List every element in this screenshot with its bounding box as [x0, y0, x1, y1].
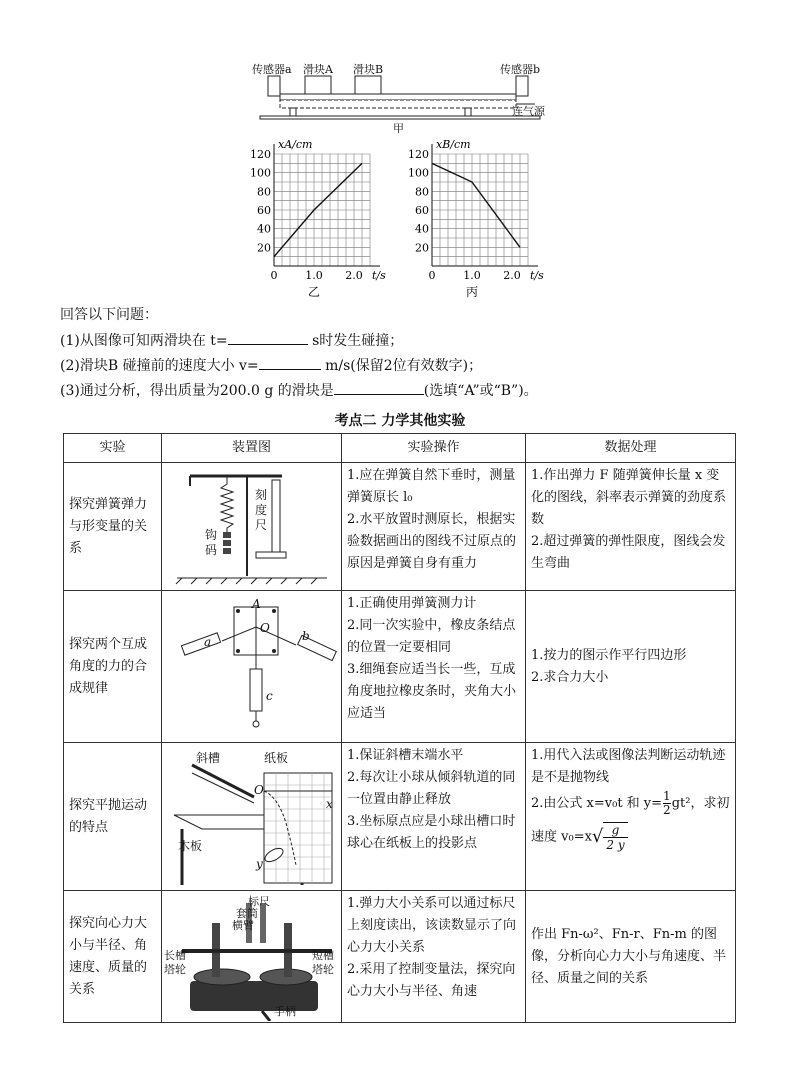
questions-intro: 回答以下问题：	[60, 307, 158, 323]
apparatus-image	[162, 463, 342, 591]
sqrt-icon: √	[591, 826, 604, 847]
y-axis-label: xB/cm	[436, 138, 471, 151]
operation-item: 3.坐标原点应是小球出槽口时球心在纸板上的投影点	[347, 814, 516, 851]
y-tick-label: 20	[257, 241, 271, 255]
sqrt-denominator: 2 y	[606, 838, 625, 852]
force-composition-drawing	[162, 593, 342, 741]
operation-item: 2.每次让小球从倾斜轨道的同一位置由静止释放	[347, 770, 516, 807]
q1-text-pre: (1)从图像可知两滑块在 t=	[60, 333, 228, 349]
operation-cell	[342, 463, 526, 591]
q3-text-pre: (3)通过分析，得出质量为200.0 g 的滑块是	[60, 383, 334, 399]
x-tick-label: 0	[428, 269, 436, 282]
operation-item: 1.应在弹簧自然下垂时，测量弹簧原长 l₀	[347, 468, 516, 505]
sensor-b-label: 传感器b	[500, 63, 541, 76]
position-time-charts	[250, 138, 560, 298]
ruler-label: 刻度尺	[254, 487, 267, 532]
experiment-name: 探究弹簧弹力与形变量的关系	[64, 463, 162, 591]
y-tick-label: 80	[257, 185, 271, 199]
short-groove-label: 短槽	[312, 948, 334, 962]
data-processing-cell	[526, 463, 736, 591]
point-a-label: A	[252, 596, 261, 611]
axis-x-label: x	[326, 796, 333, 811]
sensor-a-label: 传感器a	[252, 63, 292, 76]
header-operation: 实验操作	[342, 434, 526, 463]
operation-cell	[342, 891, 526, 1023]
x-tick-label: 2.0	[503, 269, 521, 282]
y-axis-label: xA/cm	[278, 138, 313, 151]
arm-label: 横臂	[232, 918, 254, 932]
x-tick-label: 0	[270, 269, 278, 282]
axis-y-label: y	[256, 856, 263, 871]
header-experiment: 实验	[64, 434, 162, 463]
chute-label: 斜槽	[196, 750, 221, 765]
sleeve-label: 套筒	[236, 906, 258, 920]
handle-label: 手柄	[274, 1004, 296, 1018]
fraction-numerator: 1	[663, 789, 671, 803]
x-axis-label: t/s	[530, 269, 544, 282]
y-tick-label: 40	[257, 222, 271, 236]
table-row	[64, 591, 736, 743]
y-tick-label: 60	[415, 204, 429, 217]
question-1	[60, 330, 403, 350]
header-data-processing: 数据处理	[526, 434, 736, 463]
chart-caption: 乙	[307, 285, 321, 298]
data-item-velocity	[531, 819, 730, 856]
fraction-one-half	[663, 790, 671, 817]
table-header-row	[64, 434, 736, 463]
fraction-denominator: 2	[663, 803, 671, 817]
table-row	[64, 463, 736, 591]
figure-jia-caption: 甲	[393, 122, 404, 135]
weights-label: 钩码	[204, 527, 217, 557]
formula-text-post: gt²，求初	[671, 796, 730, 811]
data-item: 作出 Fn-ω²、Fn-r、Fn-m 的图像，分析向心力大小与角速度、半径、质量之间的关系	[531, 926, 727, 986]
operation-item: 2.水平放置时测原长，根据实验数据画出的图线不过原点的原因是弹簧自身有重力	[347, 512, 517, 571]
operation-item: 2.同一次实验中，橡皮条结点的位置一定要相同	[347, 618, 516, 655]
apparatus-image	[162, 591, 342, 743]
data-processing-cell	[526, 591, 736, 743]
formula-text-pre: 2.由公式 x=v₀t 和 y=	[531, 796, 663, 811]
data-processing-cell	[526, 743, 736, 891]
data-item: 2.超过弹簧的弹性限度，图线会发生弯曲	[531, 534, 726, 571]
data-item: 1.按力的图示作平行四边形	[531, 647, 687, 663]
y-tick-label: 120	[408, 148, 429, 161]
apparatus-image	[162, 743, 342, 891]
chart-caption: 丙	[465, 285, 479, 298]
operation-item: 1.弹力大小关系可以通过标尺上刻度读出，该读数显示了向心力大小关系	[347, 896, 517, 955]
operation-item: 2.采用了控制变量法，探究向心力大小与半径、角速	[347, 962, 516, 999]
q2-text-post: m/s(保留2位有效数字)；	[320, 358, 483, 374]
experiment-name: 探究两个互成角度的力的合成规律	[64, 591, 162, 743]
sqrt-numerator: g	[603, 823, 627, 838]
header-apparatus: 装置图	[162, 434, 342, 463]
figure-jia	[250, 60, 550, 135]
table-row	[64, 891, 736, 1023]
data-line	[432, 163, 520, 247]
experiment-name: 探究向心力大小与半径、角速度、质量的关系	[64, 891, 162, 1023]
operation-item: 1.正确使用弹簧测力计	[347, 596, 477, 611]
air-source-label: 连气源	[512, 105, 545, 118]
q1-text-post: s时发生碰撞；	[307, 333, 404, 349]
section-title: 考点二 力学其他实验	[334, 413, 466, 429]
slider-b-label: 滑块B	[353, 63, 384, 76]
operation-item: 3.细绳套应适当长一些，互成角度地拉橡皮条时，夹角大小应适当	[347, 662, 517, 721]
tower-wheel-left-label: 塔轮	[164, 962, 186, 976]
x-tick-label: 1.0	[463, 269, 481, 282]
q3-answer-blank[interactable]	[334, 380, 424, 395]
experiments-table	[63, 433, 736, 1023]
rope-c-label: c	[266, 688, 273, 703]
rope-a-label: a	[204, 634, 212, 649]
q2-answer-blank[interactable]	[259, 355, 321, 370]
x-tick-label: 1.0	[305, 269, 323, 282]
y-tick-label: 20	[415, 241, 429, 255]
x-tick-label: 2.0	[345, 269, 363, 282]
q3-text-post: (选填“A”或“B”)。	[423, 383, 538, 399]
question-2	[60, 355, 482, 375]
y-tick-label: 120	[250, 148, 271, 161]
operation-cell	[342, 743, 526, 891]
velocity-text-pre: 速度 v₀=x	[531, 829, 592, 845]
x-axis-label: t/s	[372, 269, 386, 282]
data-item: 1.用代入法或图像法判断运动轨迹是不是抛物线	[531, 748, 726, 785]
tower-wheel-right-label: 塔轮	[312, 962, 334, 976]
paperboard-label: 纸板	[264, 750, 289, 765]
data-item: 2.求合力大小	[531, 669, 609, 685]
spring-apparatus-drawing	[162, 466, 342, 588]
scale-label: 标尺	[248, 894, 270, 908]
long-groove-label: 长槽	[164, 948, 186, 962]
rope-b-label: b	[302, 628, 310, 643]
table-row	[64, 743, 736, 891]
wood-board-label: 木板	[178, 838, 203, 853]
origin-o-label: O	[254, 782, 264, 797]
data-item: 1.作出弹力 F 随弹簧伸长量 x 变化的图线，斜率表示弹簧的劲度系数	[531, 468, 727, 527]
apparatus-image	[162, 891, 342, 1023]
operation-cell	[342, 591, 526, 743]
question-3	[60, 380, 538, 400]
y-tick-label: 100	[408, 166, 429, 180]
y-tick-label: 60	[257, 204, 271, 217]
y-tick-label: 40	[415, 222, 429, 236]
q1-answer-blank[interactable]	[228, 330, 308, 345]
y-tick-label: 80	[415, 185, 429, 199]
data-processing-cell	[526, 891, 736, 1023]
slider-a-label: 滑块A	[303, 63, 333, 76]
sqrt-fraction	[603, 822, 627, 852]
projectile-apparatus-drawing	[162, 745, 342, 889]
experiment-name: 探究平抛运动的特点	[64, 743, 162, 891]
data-item-formula	[531, 789, 730, 819]
point-o-label: O	[260, 620, 270, 635]
operation-item: 1.保证斜槽末端水平	[347, 748, 464, 763]
q2-text-pre: (2)滑块B 碰撞前的速度大小 v=	[60, 358, 259, 374]
y-tick-label: 100	[250, 166, 271, 180]
